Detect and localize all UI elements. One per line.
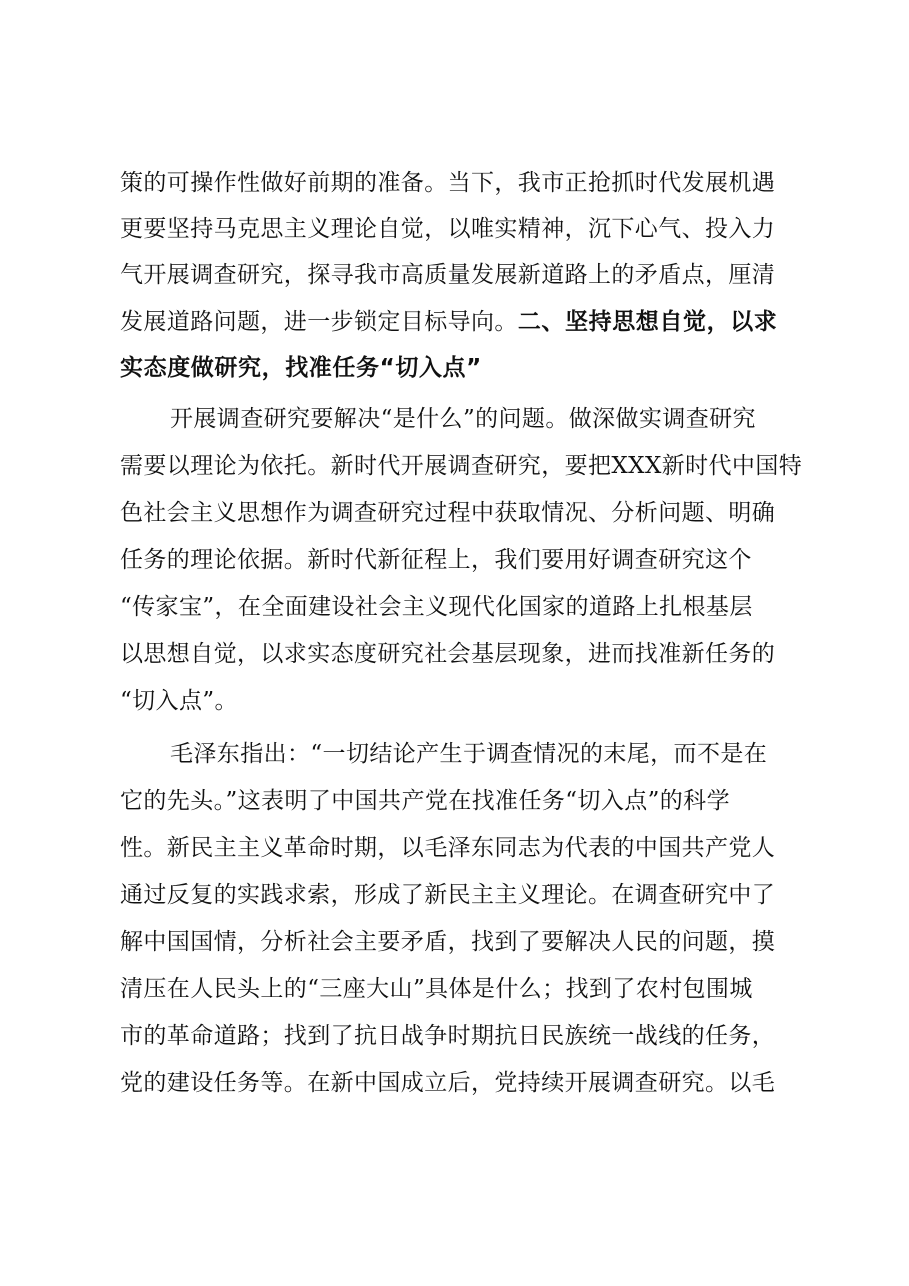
section-heading: 二、坚持思想自觉，以求 [517,309,778,335]
text-line: 策的可操作性做好前期的准备。当下，我市正抢抓时代发展机遇 [120,170,776,196]
paragraph-start: 毛泽东指出：“一切结论产生于调查情况的末尾，而不是在 [170,741,768,767]
text-line: 更要坚持马克思主义理论自觉，以唯实精神，沉下心气、投入力 [120,216,776,242]
text-line: 市的革命道路；找到了抗日战争时期抗日民族统一战线的任务， [120,1023,776,1049]
text-line: 通过反复的实践求索，形成了新民主主义理论。在调查研究中了 [120,882,776,908]
text-line: 党的建设任务等。在新中国成立后，党持续开展调查研究。以毛 [120,1070,776,1096]
section-heading-continued: 实态度做研究，找准任务“切入点” [120,355,482,381]
text-line: 清压在人民头上的“三座大山”具体是什么；找到了农村包围城 [120,976,753,1002]
text-line: 性。新民主主义革命时期，以毛泽东同志为代表的中国共产党人 [120,835,776,861]
text-line: 它的先头。”这表明了中国共产党在找准任务“切入点”的科学 [120,788,730,814]
text-line: 以思想自觉，以求实态度研究社会基层现象，进而找准新任务的 [120,641,776,667]
text-line: 气开展调查研究，探寻我市高质量发展新道路上的矛盾点，厘清 [120,262,776,288]
text-line: 色社会主义思想作为调查研究过程中获取情况、分析问题、明确 [120,500,776,526]
text-line: 需要以理论为依托。新时代开展调查研究，要把XXX新时代中国特 [120,453,803,479]
text-line: 任务的理论依据。新时代新征程上，我们要用好调查研究这个 [120,547,752,573]
text-line [120,307,777,337]
text-line: “传家宝”，在全面建设社会主义现代化国家的道路上扎根基层 [120,594,753,620]
text-line: “切入点”。 [120,688,238,714]
text-segment: 发展道路问题，进一步锁定目标导向。 [120,309,518,335]
paragraph-start: 开展调查研究要解决“是什么”的问题。做深做实调查研究 [170,406,756,432]
text-line: 解中国国情，分析社会主要矛盾，找到了要解决人民的问题，摸 [120,929,776,955]
